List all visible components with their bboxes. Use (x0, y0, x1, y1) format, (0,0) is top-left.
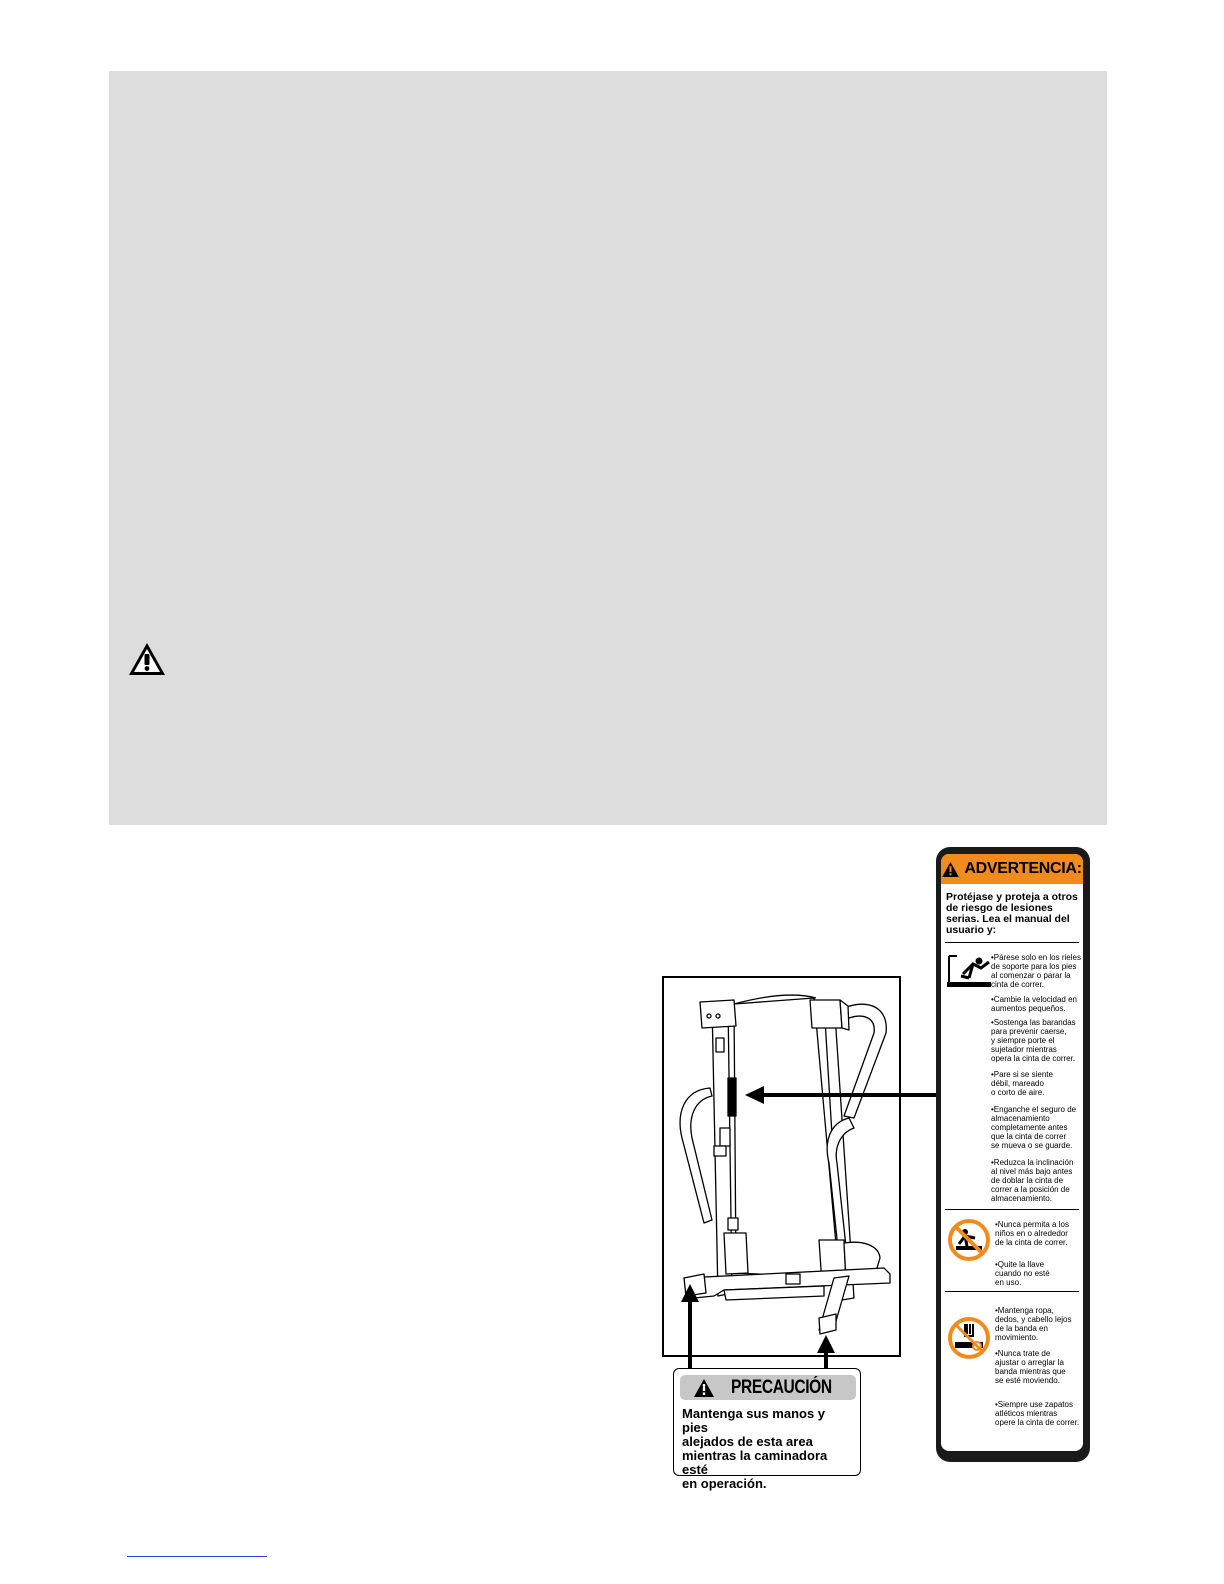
precaucion-label (673, 1368, 861, 1491)
divider (945, 942, 1079, 943)
warning-triangle-icon (942, 862, 959, 877)
advertencia-heading: ADVERTENCIA: (964, 860, 1082, 877)
advertencia-item: •Cambie la velocidad en aumentos pequeños. (991, 995, 1077, 1013)
warning-triangle-icon (694, 1379, 714, 1397)
intro-line: de riesgo de lesiones (946, 902, 1053, 914)
gray-content-panel (109, 71, 1107, 825)
advertencia-header (941, 854, 1083, 884)
advertencia-item: •Siempre use zapatos atléticos mientras opere la cinta de correr. (995, 1400, 1080, 1427)
fall-hazard-icon (945, 952, 993, 990)
divider (945, 1291, 1079, 1292)
advertencia-item: •Nunca permita a los niños en o alrededor de la cinta de correr. (995, 1220, 1069, 1247)
advertencia-item: •Pare si se siente débil, mareado o corto de aire. (991, 1070, 1053, 1097)
precaucion-line: en operación. (682, 1476, 767, 1491)
advertencia-item: •Enganche el seguro de almacenamiento completamente antes que la cinta de correr se mueva o se guarde. (991, 1105, 1077, 1150)
precaucion-line: mientras la caminadora esté (682, 1448, 828, 1477)
advertencia-item: •Párese solo en los rieles de soporte para los pies al comenzar o parar la cinta de correr. (991, 953, 1081, 989)
no-children-icon (947, 1218, 991, 1262)
intro-line: usuario y: (946, 924, 997, 936)
advertencia-item: •Reduzca la inclinación al nivel más bajo antes de doblar la cinta de correr a la posición de almacenamiento. (991, 1158, 1074, 1203)
advertencia-item: •Mantenga ropa, dedos, y cabello lejos de la banda en movimiento. (995, 1306, 1072, 1342)
precaucion-line: Mantenga sus manos y pies (682, 1406, 826, 1435)
advertencia-item: •Quite la llave cuando no esté en uso. (995, 1260, 1050, 1287)
precaucion-heading: PRECAUCIÓN (730, 1376, 832, 1398)
advertencia-item: •Nunca trate de ajustar o arreglar la banda mientras que se esté moviendo. (995, 1349, 1066, 1385)
divider (945, 1209, 1079, 1210)
treadmill-figure (662, 976, 901, 1357)
hand-pinch-icon (947, 1316, 991, 1360)
intro-line: Protéjase y proteja a otros (946, 891, 1078, 903)
advertencia-item: •Sostenga las barandas para prevenir caerse, y siempre porte el sujetador mientras opera la cinta de correr. (991, 1018, 1076, 1063)
intro-line: serias. Lea el manual del (946, 913, 1070, 925)
treadmill-illustration (664, 978, 903, 1359)
warning-triangle-icon (128, 642, 166, 676)
precaucion-line: alejados de esta area (682, 1434, 813, 1449)
footer-underline (127, 1556, 267, 1557)
precaucion-text (682, 1407, 854, 1491)
advertencia-label (936, 847, 1090, 1462)
precaucion-header-bar (680, 1375, 856, 1400)
advertencia-body (941, 854, 1083, 1451)
advertencia-intro (946, 892, 1080, 936)
